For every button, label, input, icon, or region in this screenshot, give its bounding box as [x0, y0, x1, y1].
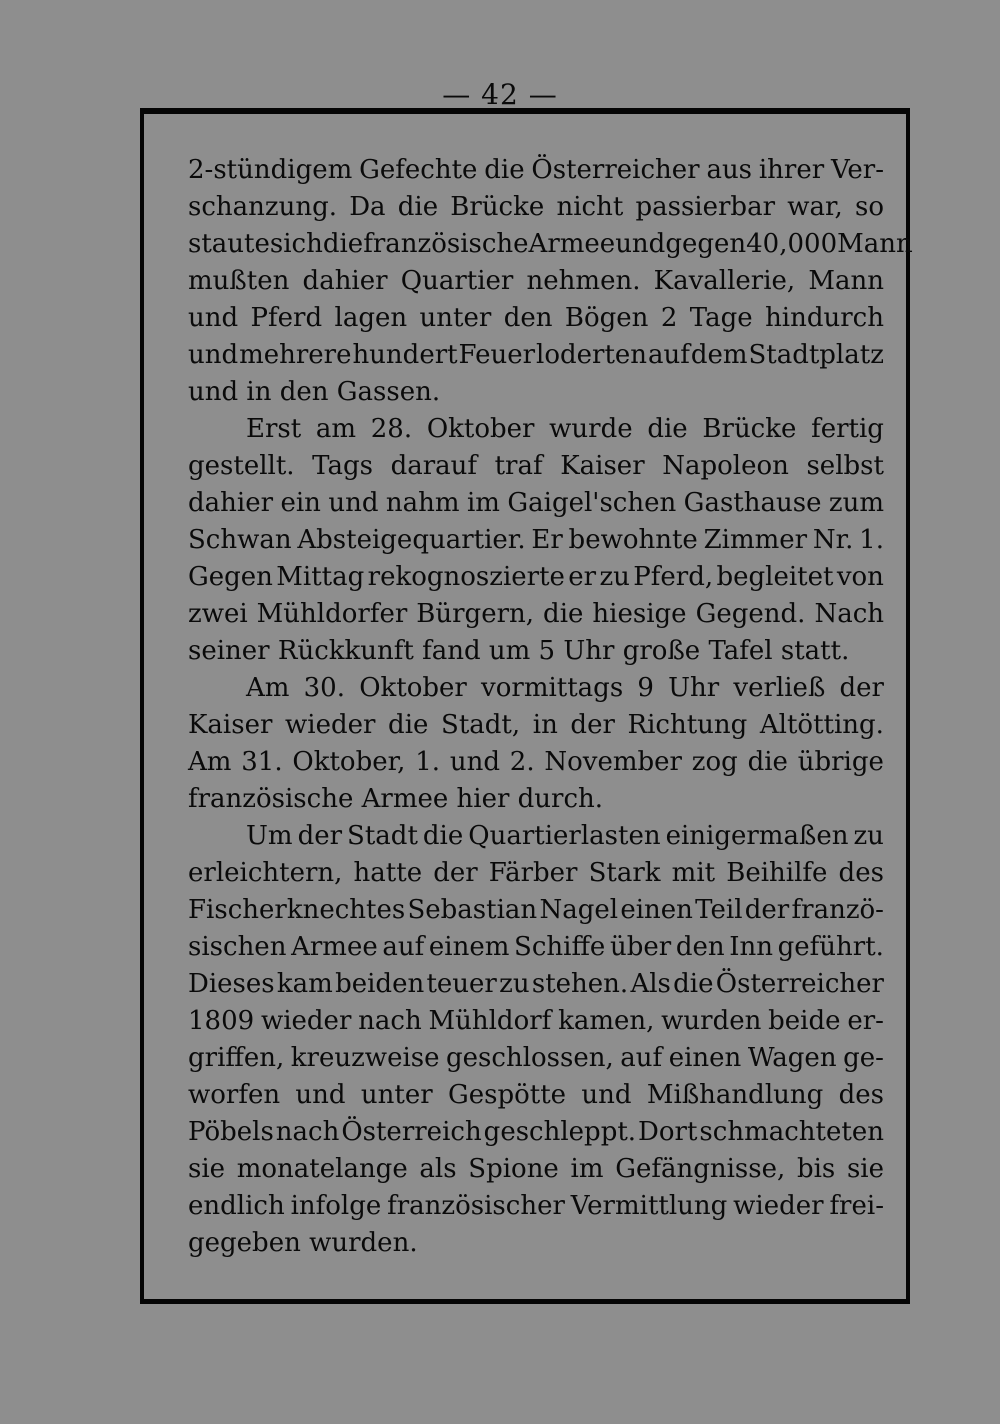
- word: Stadt: [347, 821, 418, 851]
- word: traf: [494, 451, 543, 481]
- text-line: [188, 781, 884, 818]
- word: passierbar: [635, 192, 776, 222]
- word: Bürgern,: [416, 599, 535, 629]
- word: geschlossen,: [446, 1043, 614, 1073]
- word: und: [188, 303, 239, 333]
- word: Mühldorf: [428, 1006, 552, 1036]
- word: französische: [188, 784, 362, 814]
- word: der: [297, 821, 343, 851]
- word: 1.: [859, 525, 884, 555]
- word: Mißhandlung: [646, 1080, 824, 1110]
- word: vormittags: [481, 673, 624, 703]
- word: 30.: [303, 673, 345, 703]
- word: wurde: [549, 414, 633, 444]
- word: war,: [787, 192, 843, 222]
- word: Mann: [808, 266, 884, 296]
- word: 5: [538, 636, 564, 666]
- word: hundert: [352, 340, 458, 370]
- word: von: [836, 562, 884, 592]
- word: verließ: [733, 673, 826, 703]
- word: 2.: [509, 747, 535, 777]
- word: Er: [531, 525, 563, 555]
- word: zu: [599, 562, 630, 592]
- text-line: [188, 744, 884, 781]
- word: Stadt,: [441, 710, 521, 740]
- word: 28.: [370, 414, 413, 444]
- word: des: [838, 1080, 884, 1110]
- word: die: [647, 414, 688, 444]
- word: bis: [796, 1154, 836, 1184]
- word: Vermittlung: [570, 1191, 728, 1221]
- word: Oktober,: [292, 747, 406, 777]
- word: Gegend.: [695, 599, 806, 629]
- word: erleichtern,: [188, 858, 343, 888]
- word: Spione: [468, 1154, 559, 1184]
- word: Nr.: [812, 525, 854, 555]
- word: kamen,: [558, 1006, 655, 1036]
- word: der: [433, 858, 478, 888]
- word: Österreicher: [715, 969, 884, 999]
- word: zu: [499, 969, 530, 999]
- word: und: [581, 1080, 632, 1110]
- word: Pferd: [250, 303, 323, 333]
- word: Sebastian: [407, 895, 538, 925]
- word: Feuer: [458, 340, 536, 370]
- word: 2-stündigem: [188, 155, 353, 185]
- word: sie: [846, 1154, 884, 1184]
- word: Gassen.: [336, 377, 441, 407]
- word: der: [839, 673, 884, 703]
- word: gestellt.: [188, 451, 295, 481]
- word: Armee: [291, 932, 378, 962]
- word: 40,000: [746, 229, 838, 259]
- word: Österreicher: [531, 155, 700, 185]
- word: nach: [275, 1117, 340, 1147]
- word: 1809: [188, 1006, 255, 1036]
- word: einem: [428, 932, 510, 962]
- word: und: [615, 229, 666, 259]
- word: teuer: [426, 969, 497, 999]
- body-text: [188, 152, 913, 1262]
- word: der: [570, 710, 615, 740]
- word: sie: [188, 1154, 226, 1184]
- word: Uhr: [668, 673, 720, 703]
- word: Gasthause: [683, 488, 822, 518]
- word: nach: [358, 1006, 422, 1036]
- word: unter: [419, 303, 492, 333]
- word: er: [568, 562, 597, 592]
- word: ge-: [843, 1043, 884, 1073]
- word: Schiffe: [514, 932, 606, 962]
- word: des: [838, 858, 884, 888]
- word: beide: [768, 1006, 841, 1036]
- text-line: [188, 152, 884, 189]
- word: Österreich: [341, 1117, 482, 1147]
- word: hiesige: [592, 599, 687, 629]
- word: den: [675, 932, 725, 962]
- word: und: [188, 340, 239, 370]
- word: Armee: [528, 229, 616, 259]
- word: Gegen: [188, 562, 273, 592]
- word: Wagen: [747, 1043, 837, 1073]
- text-line: [188, 1225, 884, 1262]
- text-line: [188, 522, 884, 559]
- word: Pöbels: [188, 1117, 274, 1147]
- word: Schwan: [188, 525, 292, 555]
- word: als: [419, 1154, 457, 1184]
- word: Rückkunft: [277, 636, 423, 666]
- word: Zimmer: [703, 525, 808, 555]
- word: Kavallerie,: [653, 266, 796, 296]
- word: kam: [276, 969, 333, 999]
- word: Fischerknechtes: [188, 895, 406, 925]
- word: die: [673, 969, 714, 999]
- word: statt.: [780, 636, 850, 666]
- text-line: [188, 189, 884, 226]
- word: Stark: [588, 858, 661, 888]
- word: durch.: [517, 784, 604, 814]
- word: die: [422, 821, 464, 851]
- word: Brücke: [450, 192, 545, 222]
- word: loderten: [536, 340, 648, 370]
- word: bewohnte: [568, 525, 698, 555]
- word: hier: [456, 784, 518, 814]
- text-line: [188, 670, 884, 707]
- word: wurden.: [309, 1228, 418, 1258]
- word: sischen: [188, 932, 287, 962]
- word: 2: [660, 303, 678, 333]
- word: Erst: [246, 414, 302, 444]
- word: dahier: [302, 266, 388, 296]
- word: Nagel: [539, 895, 619, 925]
- word: große: [622, 636, 709, 666]
- word: Pferd,: [633, 562, 714, 592]
- word: Gaigel'schen: [507, 488, 677, 518]
- page-number: — 42 —: [442, 78, 558, 111]
- word: die: [543, 599, 584, 629]
- word: unter: [360, 1080, 433, 1110]
- word: 1.: [415, 747, 441, 777]
- word: ihrer: [758, 155, 825, 185]
- word: Teil: [695, 895, 743, 925]
- word: November: [544, 747, 682, 777]
- word: seiner: [188, 636, 278, 666]
- word: Mann: [837, 229, 913, 259]
- word: Da: [349, 192, 386, 222]
- word: die: [397, 192, 439, 222]
- word: zu: [853, 821, 884, 851]
- word: in: [532, 710, 558, 740]
- text-line: [188, 1003, 884, 1040]
- word: aus: [706, 155, 753, 185]
- word: fand: [422, 636, 489, 666]
- text-line: [188, 300, 884, 337]
- word: die: [484, 155, 525, 185]
- word: stehen.: [531, 969, 629, 999]
- word: franzö-: [791, 895, 884, 925]
- word: monatelange: [236, 1154, 408, 1184]
- word: Tags: [312, 451, 373, 481]
- text-line: [188, 374, 884, 411]
- text-line: [188, 1077, 884, 1114]
- word: Gefechte: [359, 155, 478, 185]
- word: darauf: [390, 451, 478, 481]
- word: Quartier: [400, 266, 514, 296]
- word: auf: [382, 932, 425, 962]
- word: hatte: [353, 858, 423, 888]
- word: sich: [269, 229, 323, 259]
- word: griffen,: [188, 1043, 285, 1073]
- word: Absteigequartier.: [297, 525, 526, 555]
- word: Am: [246, 673, 290, 703]
- word: wieder: [285, 710, 376, 740]
- word: wieder: [260, 1006, 352, 1036]
- word: Beihilfe: [726, 858, 828, 888]
- word: infolge: [290, 1191, 382, 1221]
- word: mit: [671, 858, 716, 888]
- word: wurden: [661, 1006, 762, 1036]
- word: Uhr: [563, 636, 623, 666]
- word: hindurch: [765, 303, 884, 333]
- word: Dort: [638, 1117, 698, 1147]
- word: und: [449, 747, 500, 777]
- word: übrige: [797, 747, 884, 777]
- word: Armee: [361, 784, 457, 814]
- word: 31.: [241, 747, 283, 777]
- text-line: [188, 596, 884, 633]
- word: über: [609, 932, 672, 962]
- word: Gespötte: [447, 1080, 567, 1110]
- text-line: [188, 707, 884, 744]
- word: dahier: [188, 488, 274, 518]
- word: auf: [620, 1043, 663, 1073]
- word: in: [246, 377, 280, 407]
- word: Gefängnisse,: [615, 1154, 786, 1184]
- word: so: [854, 192, 884, 222]
- word: Oktober: [359, 673, 467, 703]
- word: lagen: [334, 303, 408, 333]
- word: einen: [620, 895, 693, 925]
- word: den: [279, 377, 337, 407]
- text-line: [188, 1114, 884, 1151]
- word: nehmen.: [526, 266, 641, 296]
- word: einigermaßen: [665, 821, 849, 851]
- word: Als: [630, 969, 671, 999]
- text-line: [188, 855, 884, 892]
- word: mehrere: [239, 340, 352, 370]
- word: der: [744, 895, 790, 925]
- word: Kaiser: [560, 451, 645, 481]
- word: Oktober: [426, 414, 535, 444]
- text-line: [188, 1151, 884, 1188]
- word: staute: [188, 229, 270, 259]
- word: am: [315, 414, 357, 444]
- text-line: [188, 263, 884, 300]
- word: Stadtplatz: [748, 340, 884, 370]
- word: Mühldorfer: [256, 599, 408, 629]
- text-line: [188, 966, 884, 1003]
- word: Inn: [729, 932, 774, 962]
- word: begleitet: [716, 562, 834, 592]
- word: Um: [246, 821, 293, 851]
- word: nahm: [385, 488, 460, 518]
- word: zum: [828, 488, 884, 518]
- text-line: [188, 929, 884, 966]
- word: Ver-: [831, 155, 884, 185]
- word: ein: [280, 488, 321, 518]
- word: auf: [648, 340, 690, 370]
- word: Dieses: [188, 969, 275, 999]
- word: 9: [637, 673, 654, 703]
- word: fertig: [811, 414, 884, 444]
- word: er-: [847, 1006, 884, 1036]
- word: Tage: [689, 303, 753, 333]
- word: dem: [690, 340, 748, 370]
- text-line: [188, 448, 884, 485]
- word: geführt.: [777, 932, 884, 962]
- text-line: [188, 1188, 884, 1225]
- word: gegeben: [188, 1228, 310, 1258]
- word: schmachteten: [699, 1117, 884, 1147]
- word: endlich: [188, 1191, 285, 1221]
- word: Richtung: [627, 710, 748, 740]
- word: rekognoszierte: [367, 562, 565, 592]
- text-line: [188, 1040, 884, 1077]
- word: Nach: [814, 599, 884, 629]
- word: die: [747, 747, 788, 777]
- word: worfen: [188, 1080, 281, 1110]
- word: und: [188, 377, 247, 407]
- word: frei-: [829, 1191, 884, 1221]
- word: Mittag: [276, 562, 365, 592]
- word: zwei: [188, 599, 248, 629]
- word: Kaiser: [188, 710, 273, 740]
- text-line: [188, 337, 884, 374]
- word: den: [503, 303, 553, 333]
- word: im: [466, 488, 500, 518]
- word: Tafel: [708, 636, 781, 666]
- text-line: [188, 226, 913, 263]
- word: Bögen: [564, 303, 649, 333]
- word: französischer: [387, 1191, 565, 1221]
- text-line: [188, 818, 884, 855]
- word: wieder: [733, 1191, 824, 1221]
- word: nicht: [556, 192, 624, 222]
- word: gegen: [665, 229, 747, 259]
- word: geschleppt.: [483, 1117, 637, 1147]
- word: und: [295, 1080, 346, 1110]
- word: und: [328, 488, 379, 518]
- text-line: [188, 892, 884, 929]
- word: schanzung.: [188, 192, 337, 222]
- text-line: [188, 633, 884, 670]
- word: Brücke: [702, 414, 797, 444]
- word: kreuzweise: [290, 1043, 440, 1073]
- word: Am: [188, 747, 232, 777]
- word: Quartierlasten: [468, 821, 661, 851]
- word: die: [322, 229, 364, 259]
- word: im: [570, 1154, 604, 1184]
- word: selbst: [806, 451, 884, 481]
- text-line: [188, 559, 884, 596]
- word: Altötting.: [759, 710, 884, 740]
- word: die: [388, 710, 429, 740]
- word: um: [488, 636, 539, 666]
- word: Färber: [488, 858, 578, 888]
- word: einen: [668, 1043, 742, 1073]
- word: beiden: [335, 969, 425, 999]
- word: Napoleon: [662, 451, 789, 481]
- word: mußten: [188, 266, 290, 296]
- text-line: [188, 411, 884, 448]
- word: französische: [363, 229, 529, 259]
- word: zog: [691, 747, 738, 777]
- text-line: [188, 485, 884, 522]
